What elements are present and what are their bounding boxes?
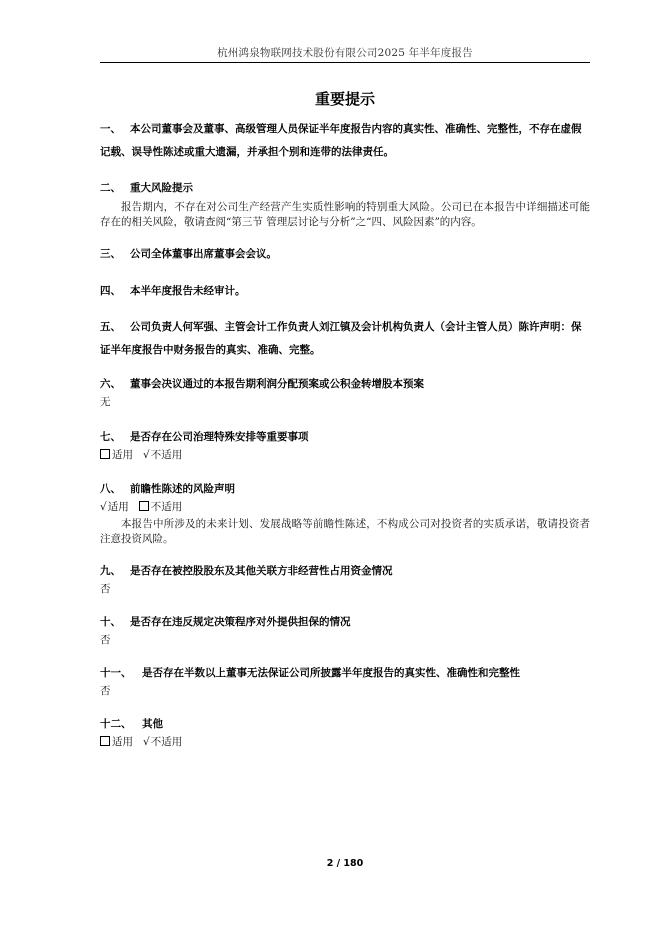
section-9-heading: 是否存在被控股股东及其他关联方非经营性占用资金情况 xyxy=(130,565,393,577)
section-12-options xyxy=(100,735,590,750)
option-not-applicable: 不适用 xyxy=(150,736,183,748)
section-3-number: 三、 xyxy=(100,248,121,260)
section-10-answer: 否 xyxy=(100,634,111,646)
section-7-heading: 是否存在公司治理特殊安排等重要事项 xyxy=(130,431,309,443)
section-2-body: 报告期内，不存在对公司生产经营产生实质性影响的特别重大风险。公司已在本报告中详细描述可能存在的相关风险，敬请查阅“第三节 管理层讨论与分析”之“四、风险因素”的内容。 xyxy=(100,201,590,228)
section-4-number: 四、 xyxy=(100,285,121,297)
section-7-options xyxy=(100,448,590,463)
section-1 xyxy=(100,118,590,164)
option-applicable: 适用 xyxy=(107,501,129,513)
section-5-text: 公司负责人何军强、主管会计工作负责人刘江镇及会计机构负责人（会计主管人员）陈许声明：保证半年度报告中财务报告的真实、准确、完整。 xyxy=(100,321,582,356)
section-12-heading: 其他 xyxy=(142,718,163,730)
section-5 xyxy=(100,316,590,362)
section-8 xyxy=(100,478,590,547)
section-8-number: 八、 xyxy=(100,483,121,495)
section-2-number: 二、 xyxy=(100,182,121,194)
page-title: 重要提示 xyxy=(314,90,375,108)
section-8-body: 本报告中所涉及的未来计划、发展战略等前瞻性陈述，不构成公司对投资者的实质承诺，敬请投资者注意投资风险。 xyxy=(100,518,590,545)
header-divider xyxy=(100,62,590,63)
section-6-heading: 董事会决议通过的本报告期利润分配预案或公积金转增股本预案 xyxy=(130,378,424,390)
section-8-heading: 前瞻性陈述的风险声明 xyxy=(130,483,235,495)
option-applicable: 适用 xyxy=(112,449,133,461)
section-5-number: 五、 xyxy=(100,321,121,333)
section-10 xyxy=(100,611,590,648)
section-11-number: 十一、 xyxy=(100,667,132,679)
section-8-options xyxy=(100,500,590,515)
section-10-number: 十、 xyxy=(100,616,121,628)
section-9 xyxy=(100,560,590,597)
option-not-applicable: 不适用 xyxy=(150,449,183,461)
page-number: 2 / 180 xyxy=(326,858,364,869)
section-6 xyxy=(100,373,590,410)
section-7-number: 七、 xyxy=(100,431,121,443)
section-7 xyxy=(100,426,590,463)
section-11-heading: 是否存在半数以上董事无法保证公司所披露半年度报告的真实性、准确性和完整性 xyxy=(142,667,520,679)
section-9-number: 九、 xyxy=(100,565,121,577)
section-6-number: 六、 xyxy=(100,378,121,390)
section-2 xyxy=(100,177,590,230)
section-4 xyxy=(100,280,590,302)
option-not-applicable: 不适用 xyxy=(150,501,183,513)
section-1-number: 一、 xyxy=(100,123,121,135)
section-12 xyxy=(100,713,590,750)
option-applicable: 适用 xyxy=(112,736,133,748)
section-11 xyxy=(100,662,590,699)
section-1-text: 本公司董事会及董事、高级管理人员保证半年度报告内容的真实性、准确性、完整性，不存在虚假记载、误导性陈述或重大遗漏，并承担个别和连带的法律责任。 xyxy=(100,123,582,158)
section-3-text: 公司全体董事出席董事会会议。 xyxy=(130,248,277,260)
checkbox-empty-icon xyxy=(100,449,110,459)
checkmark-icon: √ xyxy=(100,501,107,513)
checkmark-icon: √ xyxy=(143,736,150,748)
section-9-answer: 否 xyxy=(100,583,111,595)
section-12-number: 十二、 xyxy=(100,718,132,730)
checkbox-empty-icon xyxy=(139,501,149,511)
section-3 xyxy=(100,243,590,265)
checkbox-empty-icon xyxy=(100,736,110,746)
report-header: 杭州鸿泉物联网技术股份有限公司2025 年半年度报告 xyxy=(217,47,473,59)
section-11-answer: 否 xyxy=(100,685,111,697)
section-6-answer: 无 xyxy=(100,396,111,408)
section-10-heading: 是否存在违反规定决策程序对外提供担保的情况 xyxy=(130,616,351,628)
checkmark-icon: √ xyxy=(143,449,150,461)
section-2-heading: 重大风险提示 xyxy=(130,182,193,194)
section-4-text: 本半年度报告未经审计。 xyxy=(130,285,246,297)
